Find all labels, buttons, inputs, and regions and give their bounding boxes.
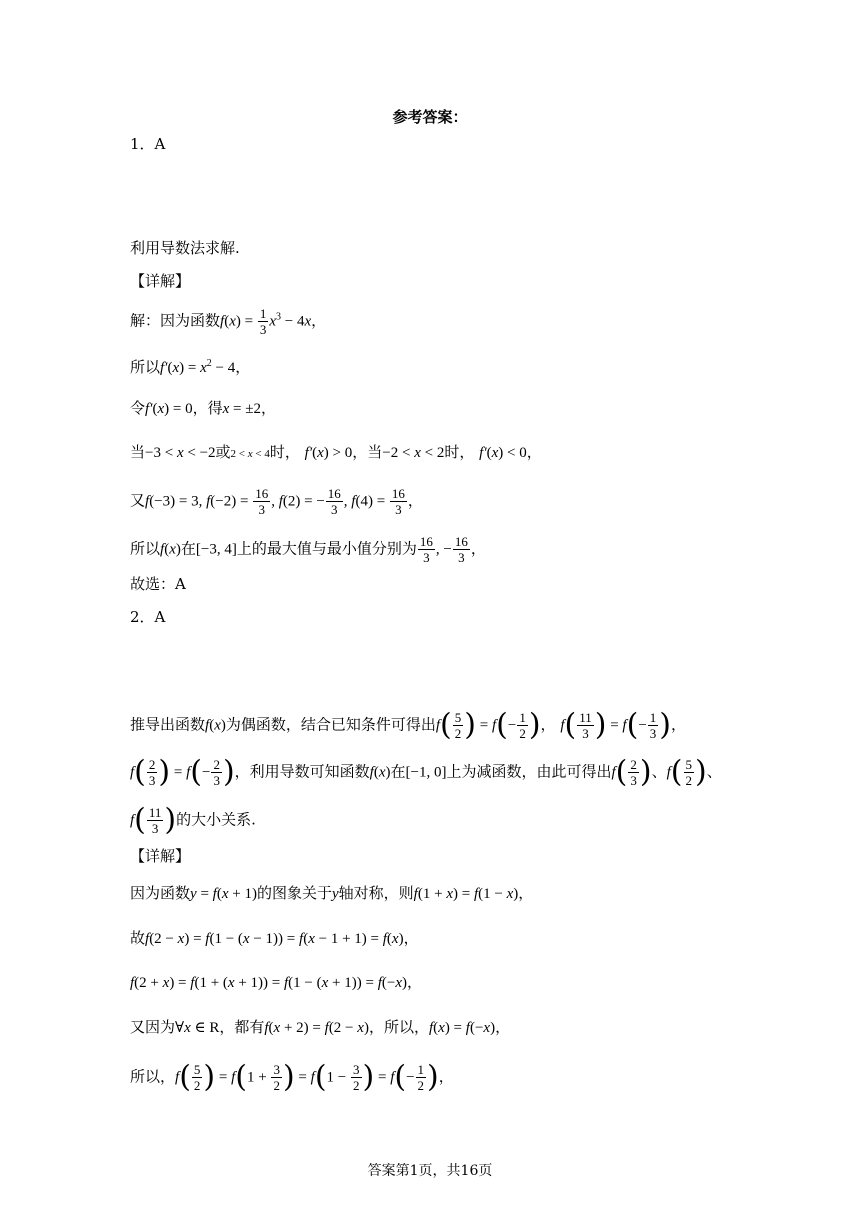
q2-line-2: 故f(2 − x) = f(1 − (x − 1)) = f(x − 1 + 1) = f(x)， — [130, 929, 419, 947]
page-footer: 答案第1页，共16页 — [367, 1163, 493, 1179]
q2-line-1: 因为函数y = f(x + 1)的图象关于y轴对称，则f(1 + x) = f(1 − x)， — [130, 884, 534, 902]
q2-line-4: 又因为∀x ∈ R，都有f(x + 2) = f(2 − x)，所以，f(x) = f(−x)， — [130, 1018, 511, 1036]
q2-line-3: f(2 + x) = f(1 + (x + 1)) = f(1 − (x + 1)) = f(−x)， — [130, 973, 423, 991]
q2-hint-2: f( $\frac{2}{3}$ ) = f(− $\frac{2}{3}$ )，利用导数可知函数f(x)在[−1, 0]上为减函数，由此可得出f( $\frac{2}{3}$ )、f( $\frac{5}{2}$ )、 — [130, 754, 722, 790]
q1-hint: 利用导数法求解. — [130, 239, 240, 257]
q1-line-6: 所以f(x)在[−3, 4]上的最大值与最小值分别为 $\frac{16}{3}$ , − $\frac{16}{3}$ ， — [130, 534, 486, 565]
q1-line-4: 当−3 < x < −2或2 < x < 4时， f′(x) > 0，当−2 < x < 2时， f′(x) < 0， — [130, 443, 542, 461]
q1-line-3: 令f′(x) = 0，得x = ±2， — [130, 399, 277, 417]
q1-conclusion: 故选：A — [130, 575, 186, 593]
q2-line-5: 所以，f( $\frac{5}{2}$ ) = f(1 + $\frac{3}{2}$ ) = f(1 − $\frac{3}{2}$ ) = f(− $\frac{1}{2}$ )， — [130, 1059, 454, 1095]
q2-detail-label: 【详解】 — [130, 847, 191, 865]
q1-line-2: 所以$f'(x) = x^2 - 4$， — [130, 358, 251, 376]
page-title: 参考答案： — [392, 108, 468, 126]
q2-hint-3: f( $\frac{11}{3}$ )的大小关系. — [130, 802, 256, 838]
q1-answer: 1．A — [130, 135, 166, 153]
q1-line-1: 解：因为函数f(x) = $\frac{1}{3}$ $x^3 - 4x$， — [130, 306, 327, 337]
q1-line-5: 又f(−3) = 3, f(−2) = $\frac{16}{3}$ , f(2) = − $\frac{16}{3}$ , f(4) = $\frac{16}{3}$ ， — [130, 486, 423, 517]
q2-hint-1: 推导出函数f(x)为偶函数，结合已知条件可得出f( $\frac{5}{2}$ ) = f(− $\frac{1}{2}$ )， f( $\frac{11}{3}$ ) = f(− $\frac{1}{3}$ )， — [130, 707, 687, 743]
q2-answer: 2．A — [130, 608, 166, 626]
q1-detail-label: 【详解】 — [130, 272, 191, 290]
